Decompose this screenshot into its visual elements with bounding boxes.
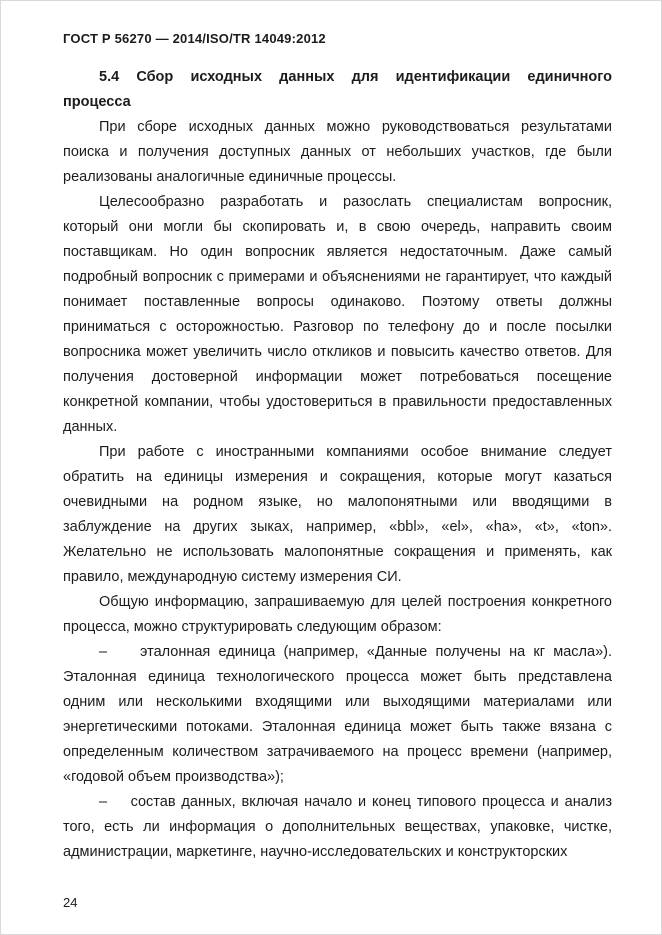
list-item-paragraph: – эталонная единица (например, «Данные получены на кг масла»). Эталонная единица технологического процесса может быть представлена одним или несколькими входящими или выходящими материалами или энергетическими потоками. Эталонная единица может быть также вязана с определенным количеством затрачиваемого на процесс времени (например, «годовой объем производства»); [63,644,612,785]
list-item-paragraph: – состав данных, включая начало и конец типового процесса и анализ того, есть ли информация о дополнительных веществах, упаковке, чистке, администрации, маркетинге, научно-исследовательских и конструкторских [63,794,612,860]
page-number: 24 [63,895,78,910]
paragraph: Целесообразно разработать и разослать специалистам вопросник, который они могли бы скопировать и, в свою очередь, направить своим поставщикам. Но один вопросник является недостаточным. Даже самый подробный вопросник с примерами и объяснениями не гарантирует, что каждый понимает поставленные вопросы одинаково. Поэтому ответы должны приниматься с осторожностью. Разговор по телефону до и после посылки вопросника может увеличить число откликов и повысить качество ответов. Для получения достоверной информации может потребоваться посещение конкретной компании, чтобы удостовериться в правильности предоставленных данных. [63,194,612,435]
paragraph: При сборе исходных данных можно руководствоваться результатами поиска и получения доступных данных от небольших участков, где были реализованы аналогичные единичные процессы. [63,119,612,185]
paragraph: Общую информацию, запрашиваемую для целей построения конкретного процесса, можно структурировать следующим образом: [63,594,612,635]
paragraph: При работе с иностранными компаниями особое внимание следует обратить на единицы измерения и сокращения, которые могут казаться очевидными на родном языке, но малопонятными или вводящими в заблуждение на других зыках, например, «bbl», «el», «ha», «t», «ton». Желательно не использовать малопонятные сокращения и применять, как правило, международную систему измерения СИ. [63,444,612,585]
section-heading: 5.4 Сбор исходных данных для идентификации единичного процесса [63,69,612,110]
document-standard-number: ГОСТ Р 56270 — 2014/ISO/TR 14049:2012 [63,31,326,46]
page-content [63,65,612,865]
